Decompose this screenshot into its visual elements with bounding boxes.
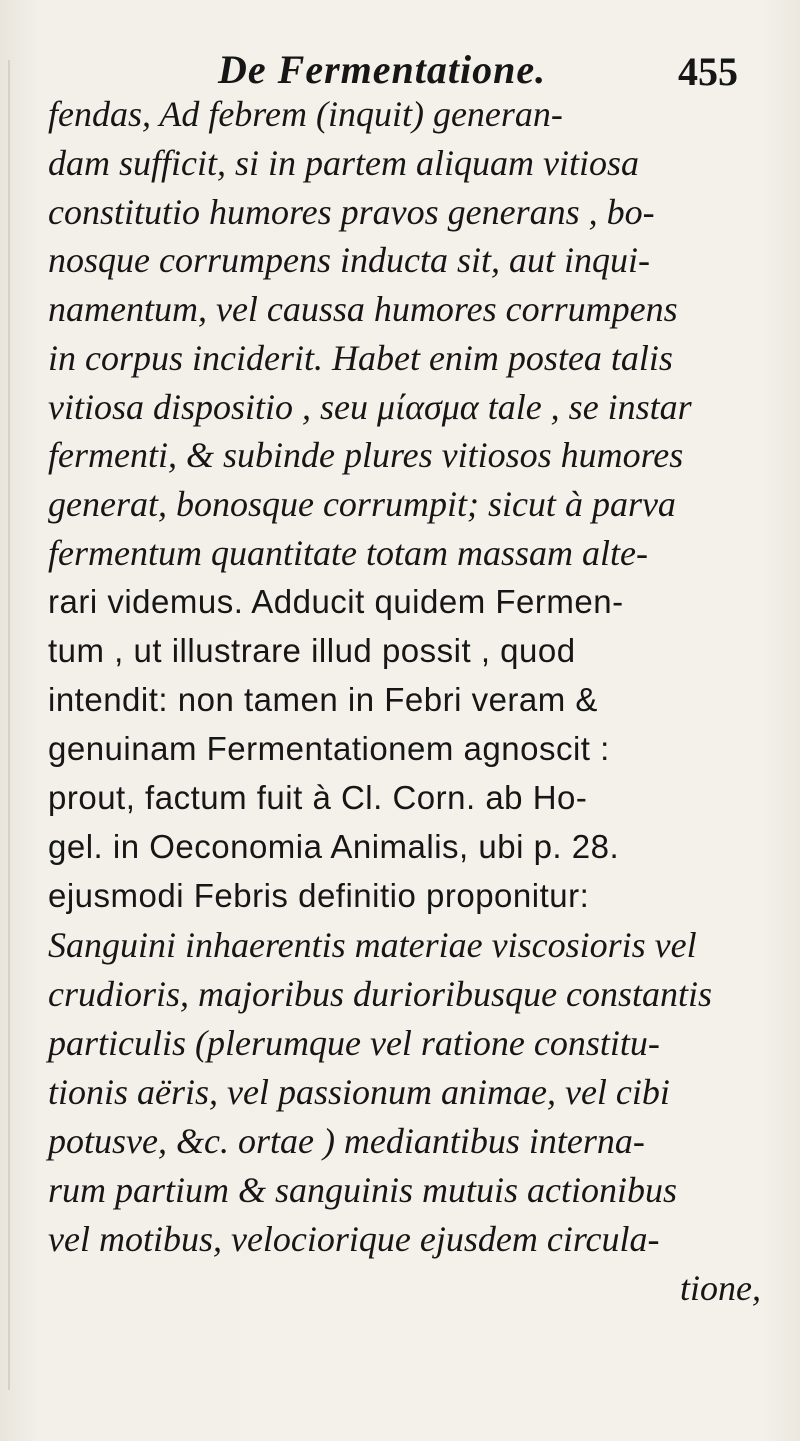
text-line: genuinam Fermentationem agnoscit : — [48, 730, 610, 767]
text-line: ejusmodi Febris definitio proponitur: — [48, 877, 590, 914]
text-line: tum , ut illustrare illud possit , quod — [48, 632, 576, 669]
text-line: intendit: non tamen in Febri veram & — [48, 681, 598, 718]
text-line: fendas, Ad febrem (inquit) generan- — [48, 94, 563, 134]
text-line: vitiosa dispositio , seu μίασμα tale , se instar — [48, 387, 692, 427]
text-line: Sanguini inhaerentis materiae viscosioris vel — [48, 925, 697, 965]
text-line: vel motibus, velociorique ejusdem circula- — [48, 1219, 660, 1259]
text-line: rum partium & sanguinis mutuis actionibus — [48, 1170, 678, 1210]
text-line: tionis aëris, vel passionum animae, vel cibi — [48, 1072, 670, 1112]
text-line: rari videmus. Adducit quidem Fermen- — [48, 583, 624, 620]
text-line: potusve, &c. ortae ) mediantibus interna- — [48, 1121, 645, 1161]
text-line: in corpus inciderit. Habet enim postea talis — [48, 338, 673, 378]
text-line: particulis (plerumque vel ratione constitu- — [48, 1023, 660, 1063]
text-line: fermenti, & subinde plures vitiosos humores — [48, 435, 684, 475]
text-line: prout, factum fuit à Cl. Corn. ab Ho- — [48, 779, 588, 816]
text-line: gel. in Oeconomia Animalis, ubi p. 28. — [48, 828, 620, 865]
running-title: De Fermentatione. — [218, 47, 547, 92]
text-line: nosque corrumpens inducta sit, aut inqui- — [48, 240, 650, 280]
text-line: dam sufficit, si in partem aliquam vitiosa — [48, 143, 639, 183]
text-line: fermentum quantitate totam massam alte- — [48, 533, 648, 573]
text-line: namentum, vel caussa humores corrumpens — [48, 289, 678, 329]
text-line: tione, — [680, 1268, 761, 1308]
page-number: 455 — [678, 49, 738, 94]
text-line: constitutio humores pravos generans , bo- — [48, 192, 655, 232]
text-line: crudioris, majoribus durioribusque constantis — [48, 974, 713, 1014]
text-line: generat, bonosque corrumpit; sicut à parva — [48, 484, 676, 524]
